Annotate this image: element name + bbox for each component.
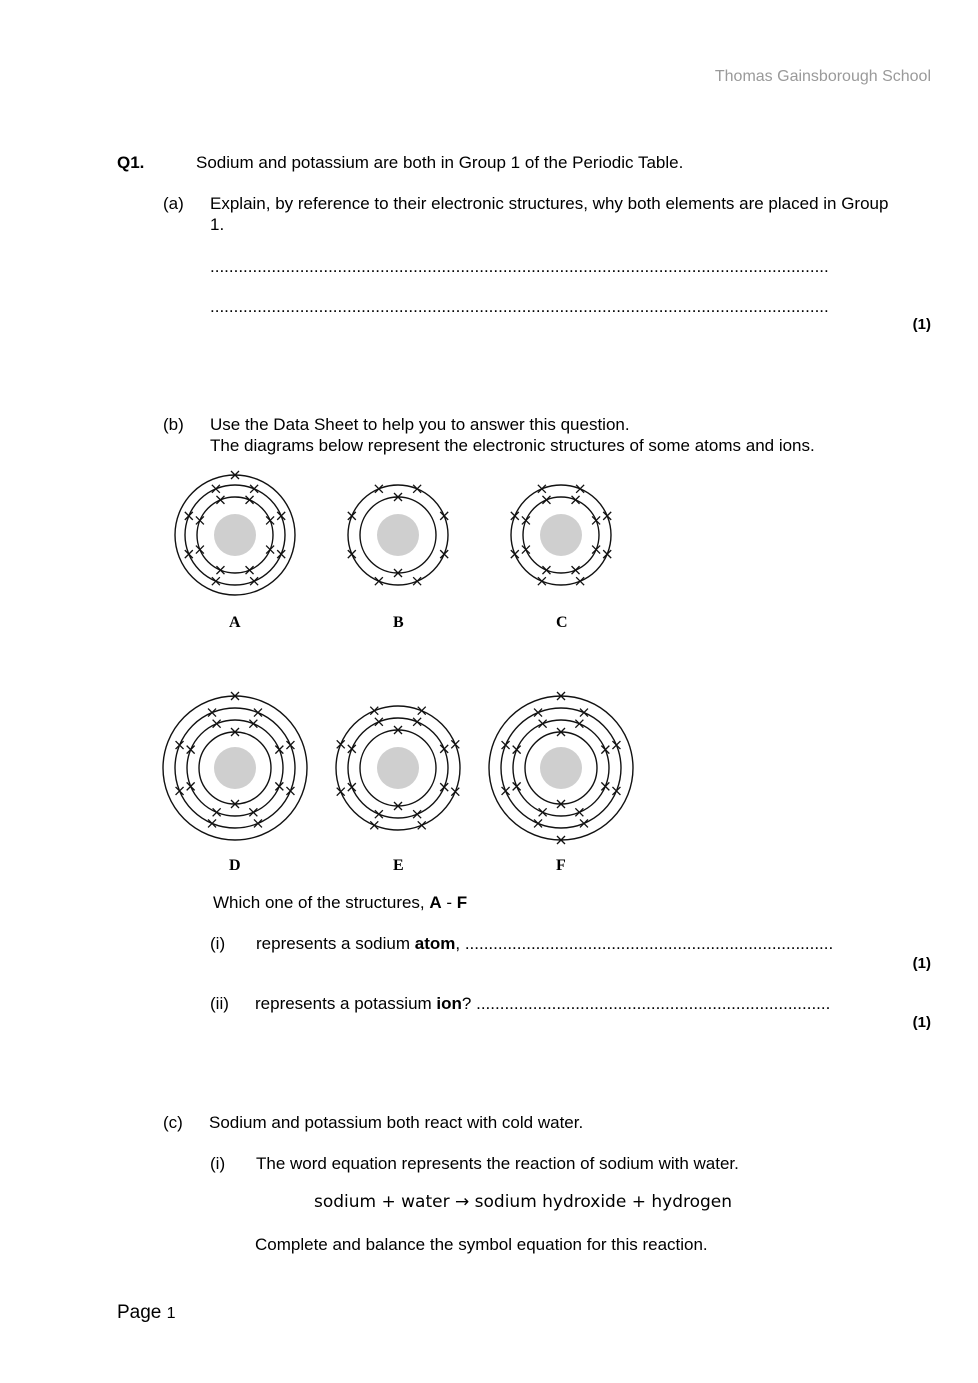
part-c-label: (c)	[163, 1113, 183, 1132]
electron-mark	[286, 787, 294, 795]
diagram-d	[163, 692, 307, 840]
electron-mark	[348, 512, 356, 520]
electron-mark	[208, 709, 216, 717]
electron-mark	[612, 741, 620, 749]
electron-mark	[451, 740, 459, 748]
electron-mark	[375, 810, 383, 818]
electron-mark	[337, 740, 345, 748]
electron-mark	[249, 720, 257, 728]
diagram-label-d: D	[229, 857, 241, 874]
electron-mark	[580, 709, 588, 717]
electron-mark	[440, 745, 448, 753]
electron-mark	[348, 783, 356, 791]
nucleus	[377, 747, 419, 789]
electron-mark	[502, 741, 510, 749]
electron-mark	[337, 788, 345, 796]
question-intro: Sodium and potassium are both in Group 1 of the Periodic Table.	[196, 153, 684, 172]
electron-mark	[250, 485, 258, 493]
sub-ii-bold: ion	[436, 994, 462, 1013]
electron-mark	[538, 485, 546, 493]
electron-mark	[176, 741, 184, 749]
electron-mark	[413, 577, 421, 585]
part-b-label: (b)	[163, 415, 184, 434]
electron-mark	[213, 720, 221, 728]
prompt-dash: -	[441, 893, 457, 912]
sub-i-label: (i)	[210, 934, 226, 953]
sub-ii-pre: represents a potassium	[255, 994, 437, 1013]
electron-mark	[286, 741, 294, 749]
electron-mark	[575, 808, 583, 816]
school-name: Thomas Gainsborough School	[714, 68, 931, 85]
prompt-text: Which one of the structures,	[213, 893, 430, 912]
electron-mark	[576, 485, 584, 493]
electron-mark	[216, 496, 224, 504]
electron-mark	[185, 512, 193, 520]
electron-mark	[418, 707, 426, 715]
electron-mark	[451, 788, 459, 796]
sub-i-answer-line[interactable]: , ..............................................................................	[455, 934, 834, 953]
electron-mark	[440, 512, 448, 520]
electron-mark	[511, 512, 519, 520]
electron-mark	[612, 787, 620, 795]
electron-mark	[212, 485, 220, 493]
question-number: Q1.	[117, 153, 145, 172]
answer-line[interactable]: ...................................................................................................................................	[210, 257, 829, 276]
electron-mark	[187, 746, 195, 754]
electron-mark	[440, 783, 448, 791]
electron-mark	[502, 787, 510, 795]
part-a-label: (a)	[163, 194, 184, 213]
electron-mark	[246, 496, 254, 504]
electron-mark	[196, 546, 204, 554]
page-word: Page	[117, 1302, 162, 1323]
electron-diagrams	[155, 465, 655, 885]
electron-mark	[513, 782, 521, 790]
electron-mark	[576, 577, 584, 585]
electron-mark	[196, 516, 204, 524]
electron-mark	[513, 746, 521, 754]
electron-mark	[370, 707, 378, 715]
electron-mark	[185, 550, 193, 558]
electron-mark	[277, 512, 285, 520]
electron-mark	[539, 808, 547, 816]
electron-mark	[418, 821, 426, 829]
electron-mark	[572, 566, 580, 574]
electron-mark	[250, 577, 258, 585]
electron-mark	[538, 577, 546, 585]
electron-mark	[375, 718, 383, 726]
electron-mark	[208, 819, 216, 827]
nucleus	[377, 514, 419, 556]
diagram-label-f: F	[556, 857, 566, 874]
nucleus	[540, 514, 582, 556]
sub-i-pre: represents a sodium	[256, 934, 415, 953]
diagram-a	[175, 471, 295, 595]
diagram-b	[348, 485, 448, 585]
diagram-label-a: A	[229, 614, 241, 631]
answer-line[interactable]: ...................................................................................................................................	[210, 297, 829, 316]
electron-mark	[212, 577, 220, 585]
electron-mark	[601, 746, 609, 754]
electron-mark	[601, 782, 609, 790]
electron-mark	[542, 566, 550, 574]
prompt-f: F	[456, 893, 468, 912]
diagram-e	[336, 706, 460, 830]
equation-instruction: Complete and balance the symbol equation for this reaction.	[255, 1235, 708, 1254]
diagram-label-e: E	[393, 857, 404, 874]
part-c-text: Sodium and potassium both react with cold water.	[209, 1113, 584, 1132]
electron-mark	[592, 546, 600, 554]
electron-mark	[534, 819, 542, 827]
electron-mark	[534, 709, 542, 717]
page-footer	[117, 1302, 176, 1324]
electron-mark	[254, 709, 262, 717]
sub-ii-question[interactable]	[255, 994, 830, 1014]
marks-badge: (1)	[912, 955, 931, 972]
part-c-sub-i-text: The word equation represents the reaction of sodium with water.	[256, 1154, 739, 1173]
electron-mark	[539, 720, 547, 728]
electron-mark	[348, 550, 356, 558]
electron-mark	[213, 808, 221, 816]
electron-mark	[580, 819, 588, 827]
sub-ii-answer-line[interactable]: ? ...........................................................................	[461, 994, 831, 1013]
electron-mark	[249, 808, 257, 816]
electron-mark	[575, 720, 583, 728]
electron-mark	[603, 550, 611, 558]
electron-mark	[266, 516, 274, 524]
part-a-text: Explain, by reference to their electronic structures, why both elements are placed in Group 1.	[210, 194, 889, 234]
electron-mark	[440, 550, 448, 558]
electron-mark	[187, 782, 195, 790]
electron-mark	[275, 746, 283, 754]
marks-badge: (1)	[912, 1014, 931, 1031]
electron-mark	[511, 550, 519, 558]
electron-mark	[592, 516, 600, 524]
electron-mark	[413, 718, 421, 726]
electron-mark	[603, 512, 611, 520]
diagram-f	[489, 692, 633, 844]
diagram-label-c: C	[556, 614, 568, 631]
electron-mark	[254, 819, 262, 827]
electron-mark	[413, 810, 421, 818]
part-b-line1: Use the Data Sheet to help you to answer this question.	[210, 415, 630, 434]
page-number: 1	[166, 1305, 176, 1322]
structure-prompt	[213, 893, 467, 913]
marks-badge: (1)	[912, 316, 931, 333]
word-equation: sodium + water → sodium hydroxide + hydrogen	[314, 1192, 733, 1212]
electron-mark	[216, 566, 224, 574]
electron-mark	[277, 550, 285, 558]
electron-mark	[522, 546, 530, 554]
electron-mark	[375, 577, 383, 585]
diagram-label-b: B	[393, 614, 404, 631]
diagram-c	[511, 485, 611, 585]
nucleus	[214, 514, 256, 556]
electron-mark	[375, 485, 383, 493]
electron-mark	[370, 821, 378, 829]
nucleus	[214, 747, 256, 789]
electron-mark	[522, 516, 530, 524]
sub-ii-label: (ii)	[210, 994, 229, 1013]
electron-mark	[266, 546, 274, 554]
part-c-sub-i-label: (i)	[210, 1154, 226, 1173]
prompt-a: A	[429, 893, 442, 912]
sub-i-bold: atom	[414, 934, 456, 953]
sub-i-question[interactable]	[256, 934, 833, 954]
nucleus	[540, 747, 582, 789]
electron-mark	[246, 566, 254, 574]
electron-mark	[348, 745, 356, 753]
electron-mark	[176, 787, 184, 795]
electron-mark	[542, 496, 550, 504]
part-b-line2: The diagrams below represent the electronic structures of some atoms and ions.	[210, 436, 815, 455]
electron-mark	[572, 496, 580, 504]
electron-mark	[275, 782, 283, 790]
electron-mark	[413, 485, 421, 493]
